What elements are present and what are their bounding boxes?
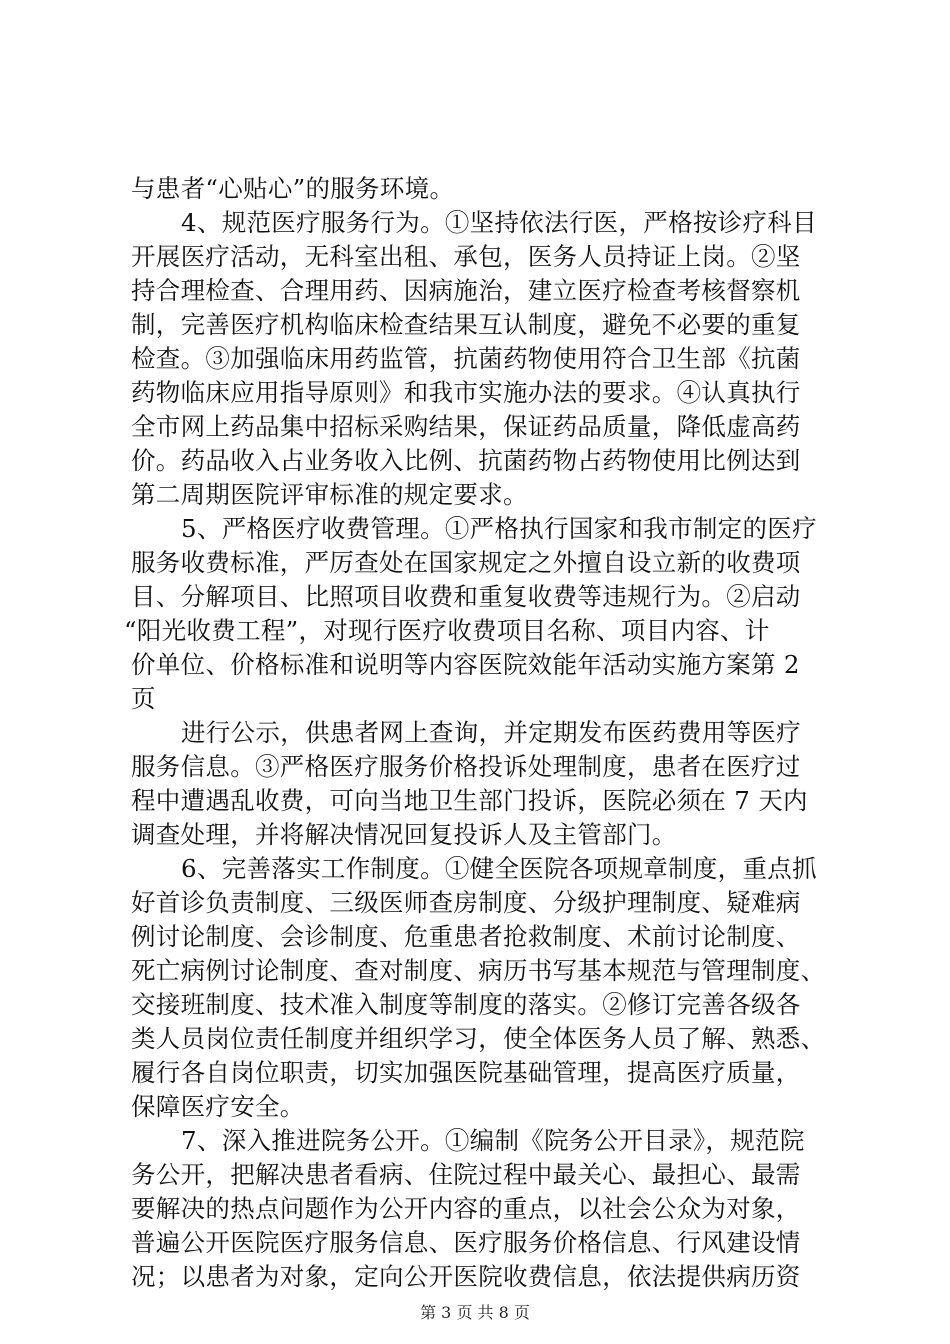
- text-line: 况；以患者为对象，定向公开医院收费信息，依法提供病历资: [131, 1262, 801, 1291]
- text-line: 程中遭遇乱收费，可向当地卫生部门投诉，医院必须在 7 天内: [131, 786, 808, 815]
- text-line: 进行公示，供患者网上查询，并定期发布医药费用等医疗: [181, 718, 801, 747]
- text-line: 5、严格医疗收费管理。①严格执行国家和我市制定的医疗: [181, 514, 817, 543]
- text-line: “阳光收费工程”，对现行医疗收费项目名称、项目内容、计: [124, 616, 770, 645]
- text-line: 普遍公开医院医疗服务信息、医疗服务价格信息、行风建设情: [131, 1228, 801, 1257]
- text-line: 务公开，把解决患者看病、住院过程中最关心、最担心、最需: [131, 1160, 801, 1189]
- text-line: 履行各自岗位职责，切实加强医院基础管理，提高医疗质量，: [131, 1058, 801, 1087]
- text-line: 持合理检查、合理用药、因病施治，建立医疗检查考核督察机: [131, 276, 801, 305]
- text-line: 类人员岗位责任制度并组织学习，使全体医务人员了解、熟悉、: [131, 1024, 826, 1053]
- text-line: 全市网上药品集中招标采购结果，保证药品质量，降低虚高药: [131, 412, 801, 441]
- text-line: 7、深入推进院务公开。①编制《院务公开目录》，规范院: [181, 1126, 805, 1155]
- text-line: 药物临床应用指导原则》和我市实施办法的要求。④认真执行: [131, 378, 801, 407]
- text-line: 价。药品收入占业务收入比例、抗菌药物占药物使用比例达到: [131, 446, 801, 475]
- text-line: 与患者“心贴心”的服务环境。: [131, 174, 455, 203]
- text-line: 目、分解项目、比照项目收费和重复收费等违规行为。②启动: [131, 582, 801, 611]
- text-line: 6、完善落实工作制度。①健全医院各项规章制度，重点抓: [181, 854, 817, 883]
- text-line: 例讨论制度、会诊制度、危重患者抢救制度、术前讨论制度、: [131, 922, 801, 951]
- text-line: 4、规范医疗服务行为。①坚持依法行医，严格按诊疗科目: [181, 208, 817, 237]
- text-line: 交接班制度、技术准入制度等制度的落实。②修订完善各级各: [131, 990, 801, 1019]
- text-line: 开展医疗活动，无科室出租、承包，医务人员持证上岗。②坚: [131, 242, 801, 271]
- text-line: 好首诊负责制度、三级医师查房制度、分级护理制度、疑难病: [131, 888, 801, 917]
- text-line: 页: [131, 684, 156, 713]
- text-line: 价单位、价格标准和说明等内容医院效能年活动实施方案第 2: [131, 650, 800, 679]
- text-line: 服务收费标准，严厉查处在国家规定之外擅自设立新的收费项: [131, 548, 801, 577]
- text-line: 制，完善医疗机构临床检查结果互认制度，避免不必要的重复: [131, 310, 801, 339]
- page-number-footer: 第 3 页 共 8 页: [420, 1303, 530, 1322]
- text-line: 保障医疗安全。: [131, 1092, 305, 1121]
- text-line: 要解决的热点问题作为公开内容的重点，以社会公众为对象，: [131, 1194, 801, 1223]
- text-line: 第二周期医院评审标准的规定要求。: [131, 480, 528, 509]
- text-line: 调查处理，并将解决情况回复投诉人及主管部门。: [131, 820, 677, 849]
- text-line: 服务信息。③严格医疗服务价格投诉处理制度，患者在医疗过: [131, 752, 801, 781]
- text-line: 死亡病例讨论制度、查对制度、病历书写基本规范与管理制度、: [131, 956, 826, 985]
- text-line: 检查。③加强临床用药监管，抗菌药物使用符合卫生部《抗菌: [131, 344, 801, 373]
